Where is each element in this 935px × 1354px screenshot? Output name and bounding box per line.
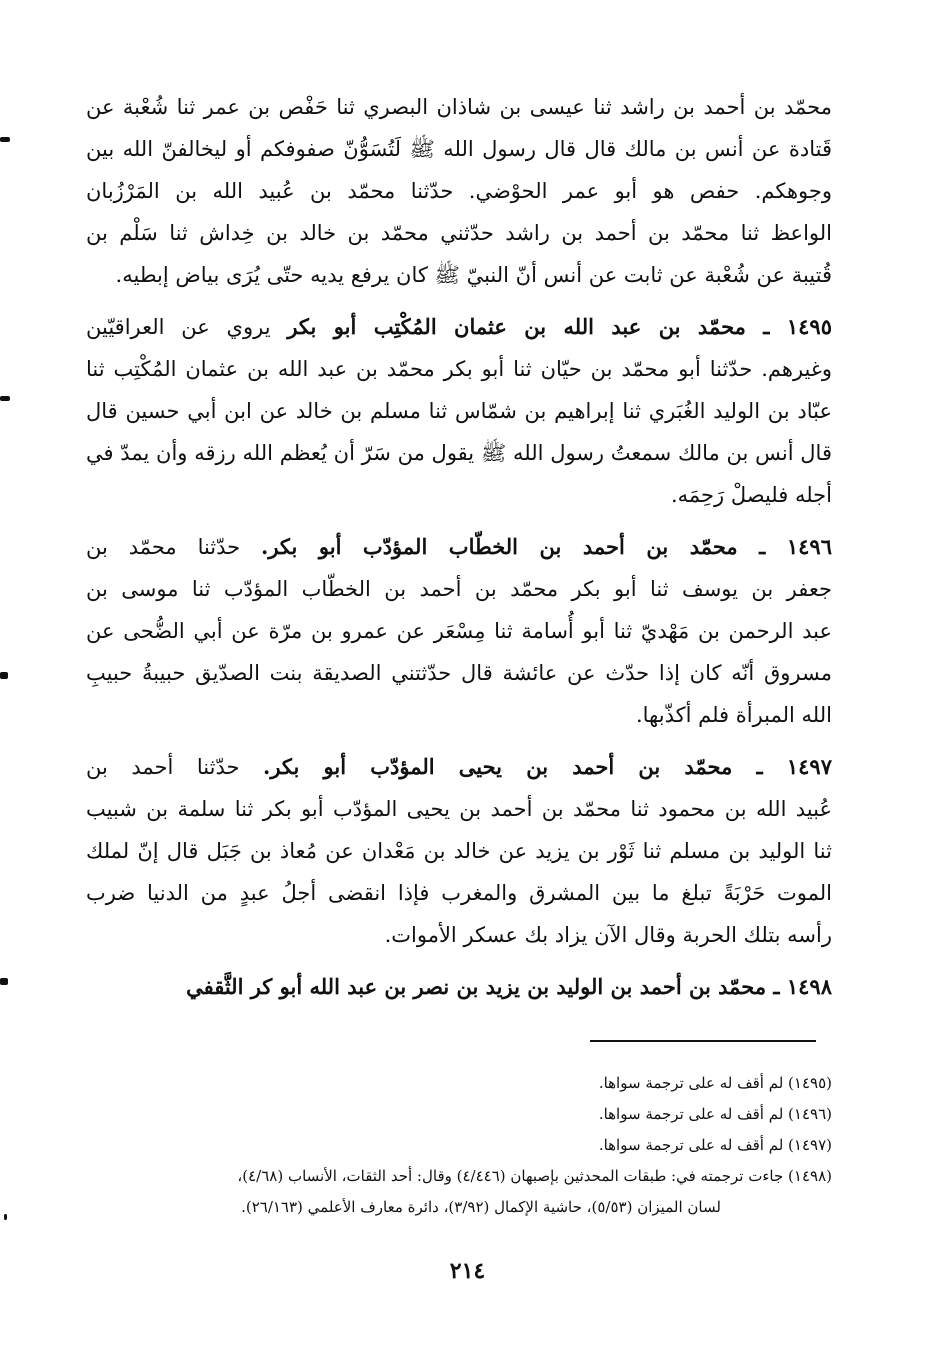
main-text (86, 86, 832, 1008)
entry-1498 (86, 966, 832, 1008)
text-run: حدّثنا أحمد بن (86, 755, 264, 779)
margin-mark (0, 672, 8, 679)
footnote-1496: (١٤٩٦) لم أقف له على ترجمة سواها. (598, 1105, 832, 1123)
margin-mark (0, 978, 8, 985)
footnotes (130, 1068, 832, 1223)
text-line: مسروق أنّه كان إذا حدّث عن عائشة قال حدّثتني الصديقة بنت الصدّيق حبيبةُ حبيبِ (86, 661, 832, 685)
text-line: أجله فليصلْ رَحِمَه. (670, 483, 832, 507)
entry-heading: ١٤٩٥ ـ محمّد بن عبد الله بن عثمان المُكْتِب أبو بكر (287, 314, 832, 339)
text-line: قَتادة عن أنس بن مالك قال قال رسول الله ﷺ لَتُسَوُّنّ صفوفكم أو ليخالفنّ الله بين (86, 137, 832, 161)
text-line: وجوهكم. حفص هو أبو عمر الحوْضي. حدّثنا محمّد بن عُبيد الله بن المَرْزُبان (86, 179, 832, 203)
text-line: عبد الرحمن بن مَهْديّ ثنا أبو أُسامة ثنا مِسْعَر عن عمرو بن مرّة عن أبي الضُّحى عن (86, 619, 832, 643)
text-line: رأسه بتلك الحربة وقال الآن يزاد بك عسكر الأموات. (384, 923, 832, 947)
text-line: ثنا الوليد بن مسلم ثنا ثَوْر بن يزيد عن خالد بن مَعْدان عن مُعاذ بن جَبَل قال إنّ لملك (86, 839, 832, 863)
entry-1496 (86, 526, 832, 736)
footnote-1495: (١٤٩٥) لم أقف له على ترجمة سواها. (598, 1074, 832, 1092)
entry-1495 (86, 306, 832, 516)
text-line: جعفر بن يوسف ثنا أبو بكر محمّد بن أحمد بن الخطّاب المؤدّب ثنا موسى بن (86, 577, 832, 601)
text-line: الموت حَرْبَةً تبلغ ما بين المشرق والمغرب فإذا انقضى أجلُ عبدٍ من الدنيا ضرب (86, 881, 832, 905)
entry-heading: ١٤٩٦ ـ محمّد بن أحمد بن الخطّاب المؤدّب أبو بكر. (261, 534, 832, 559)
text-line: الواعظ ثنا محمّد بن أحمد بن راشد حدّثني محمّد بن خالد بن خِداش ثنا سَلْم بن (86, 221, 832, 245)
text-line: عبّاد بن الوليد الغُبَري ثنا إبراهيم بن شمّاس ثنا مسلم بن خالد عن ابن أبي حسين قال (86, 399, 832, 423)
entry-first-line (86, 746, 832, 788)
page-number: ٢١٤ (449, 1258, 486, 1284)
intro-paragraph (86, 86, 832, 296)
entry-first-line (86, 966, 832, 1008)
entry-1497 (86, 746, 832, 956)
text-line: عُبيد الله بن محمود ثنا محمّد بن أحمد بن يحيى المؤدّب أبو بكر ثنا سلمة بن شبيب (86, 797, 832, 821)
text-run: حدّثنا محمّد بن (86, 535, 262, 559)
text-line: قُتيبة عن شُعْبة عن ثابت عن أنس أنّ النبيّ ﷺ كان يرفع يديه حتّى يُرَى بياض إبطيه. (115, 263, 832, 287)
margin-mark (0, 396, 10, 401)
text-line: الله المبرأة فلم أكذّبها. (635, 703, 832, 727)
text-line: وغيرهم. حدّثنا أبو محمّد بن حيّان ثنا أبو بكر محمّد بن عبد الله بن عثمان المُكْتِب ثنا (86, 357, 832, 381)
footnote-separator (590, 1040, 816, 1042)
text-run: يروي عن العراقيّين (86, 315, 288, 339)
text-line: قال أنس بن مالك سمعتُ رسول الله ﷺ يقول من سَرّ أن يُعظم الله رزقه وأن يمدّ في (86, 441, 832, 465)
text-line: محمّد بن أحمد بن راشد ثنا عيسى بن شاذان البصري ثنا حَفْص بن عمر ثنا شُعْبة عن (86, 95, 832, 119)
footnote-1498: (١٤٩٨) جاءت ترجمته في: طبقات المحدثين بإصبهان (٤/٤٤٦) وقال: أحد الثقات، الأنساب (٤/٦٨)، (237, 1167, 832, 1185)
entry-heading: ١٤٩٧ ـ محمّد بن أحمد بن يحيى المؤدّب أبو بكر. (263, 754, 832, 779)
margin-mark (0, 137, 10, 142)
entry-first-line (86, 526, 832, 568)
margin-mark (4, 1214, 7, 1220)
footnote-1497: (١٤٩٧) لم أقف له على ترجمة سواها. (598, 1136, 832, 1154)
footnote-1498-continued: لسان الميزان (٥/٥٣)، حاشية الإكمال (٣/٩٢)، دائرة معارف الأعلمي (٢٦/١٦٣). (241, 1198, 721, 1216)
entry-first-line (86, 306, 832, 348)
entry-heading: ١٤٩٨ ـ محمّد بن أحمد بن الوليد بن يزيد بن نصر بن عبد الله أبو كر الثَّقفي (186, 974, 832, 999)
